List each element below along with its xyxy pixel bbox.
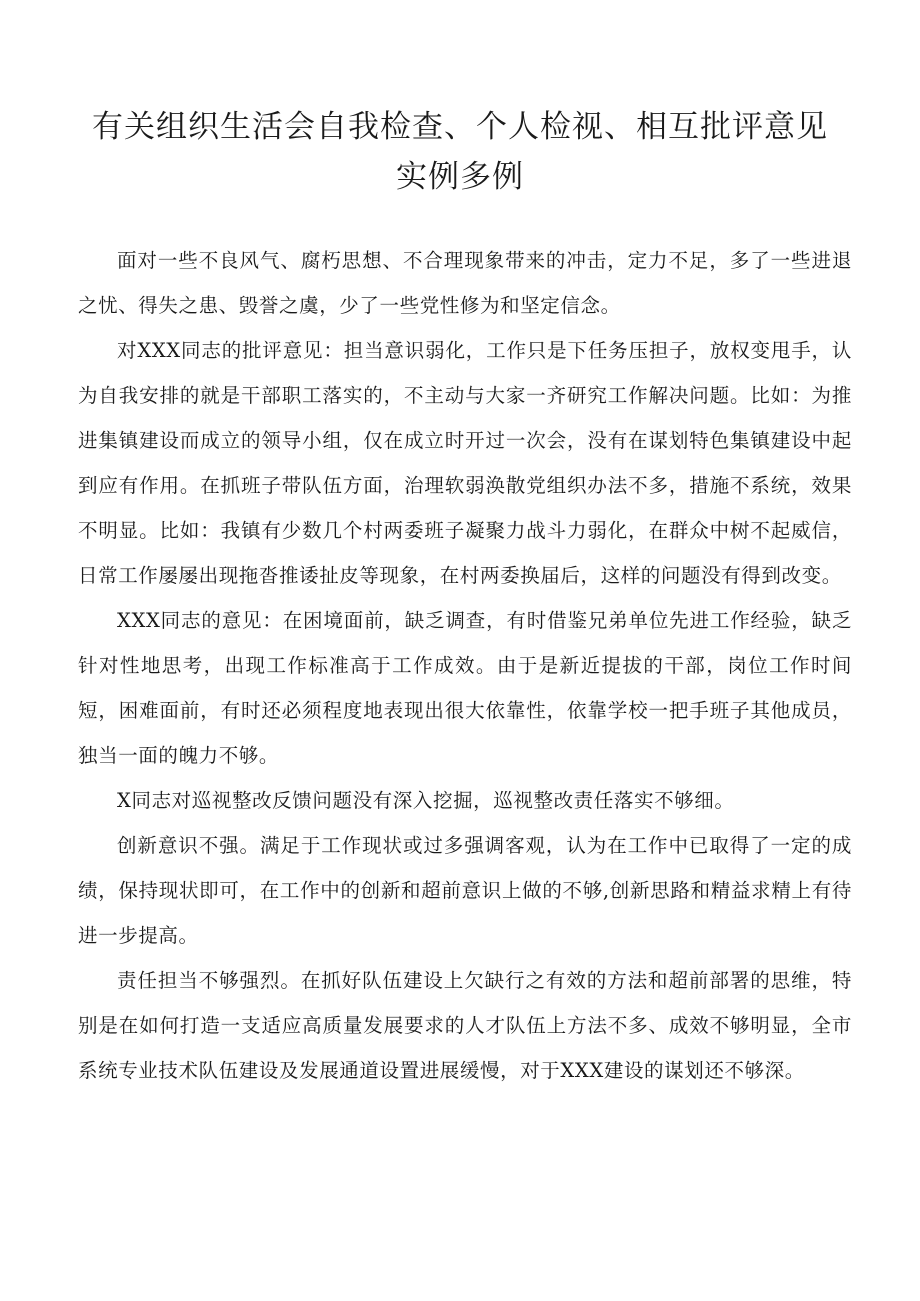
paragraph-3: XXX同志的意见：在困境面前，缺乏调查，有时借鉴兄弟单位先进工作经验，缺乏针对性地思考，出现工作标准高于工作成效。由于是新近提拔的干部，岗位工作时间短，困难面前，有时还必须程度地表现出很大依靠性，依靠学校一把手班子其他成员，独当一面的魄力不够。 [78, 609, 852, 767]
paragraph-6: 责任担当不够强烈。在抓好队伍建设上欠缺行之有效的方法和超前部署的思维，特别是在如何打造一支适应高质量发展要求的人才队伍上方法不多、成效不够明显，全市系统专业技术队伍建设及发展通道设置进展缓慢，对于XXX建设的谋划还不够深。 [78, 969, 852, 1082]
paragraph-2: 对XXX同志的批评意见：担当意识弱化，工作只是下任务压担子，放权变甩手，认为自我安排的就是干部职工落实的，不主动与大家一齐研究工作解决问题。比如：为推进集镇建设而成立的领导小组，仅在成立时开过一次会，没有在谋划特色集镇建设中起到应有作用。在抓班子带队伍方面，治理软弱涣散党组织办法不多，措施不系统，效果不明显。比如：我镇有少数几个村两委班子凝聚力战斗力弱化，在群众中树不起威信，日常工作屡屡出现拖沓推诿扯皮等现象，在村两委换届后，这样的问题没有得到改变。 [78, 339, 852, 587]
paragraph-4: X同志对巡视整改反馈问题没有深入挖掘，巡视整改责任落实不够细。 [117, 789, 735, 812]
paragraph-5: 创新意识不强。满足于工作现状或过多强调客观，认为在工作中已取得了一定的成绩，保持现状即可，在工作中的创新和超前意识上做的不够,创新思路和精益求精上有待进一步提高。 [78, 834, 852, 947]
paragraph-1: 面对一些不良风气、腐朽思想、不合理现象带来的冲击，定力不足，多了一些进退之忧、得失之患、毁誉之虞，少了一些党性修为和坚定信念。 [78, 249, 852, 317]
document-title: 有关组织生活会自我检查、个人检视、相互批评意见实例多例 [92, 109, 828, 195]
document-body [78, 238, 852, 1093]
